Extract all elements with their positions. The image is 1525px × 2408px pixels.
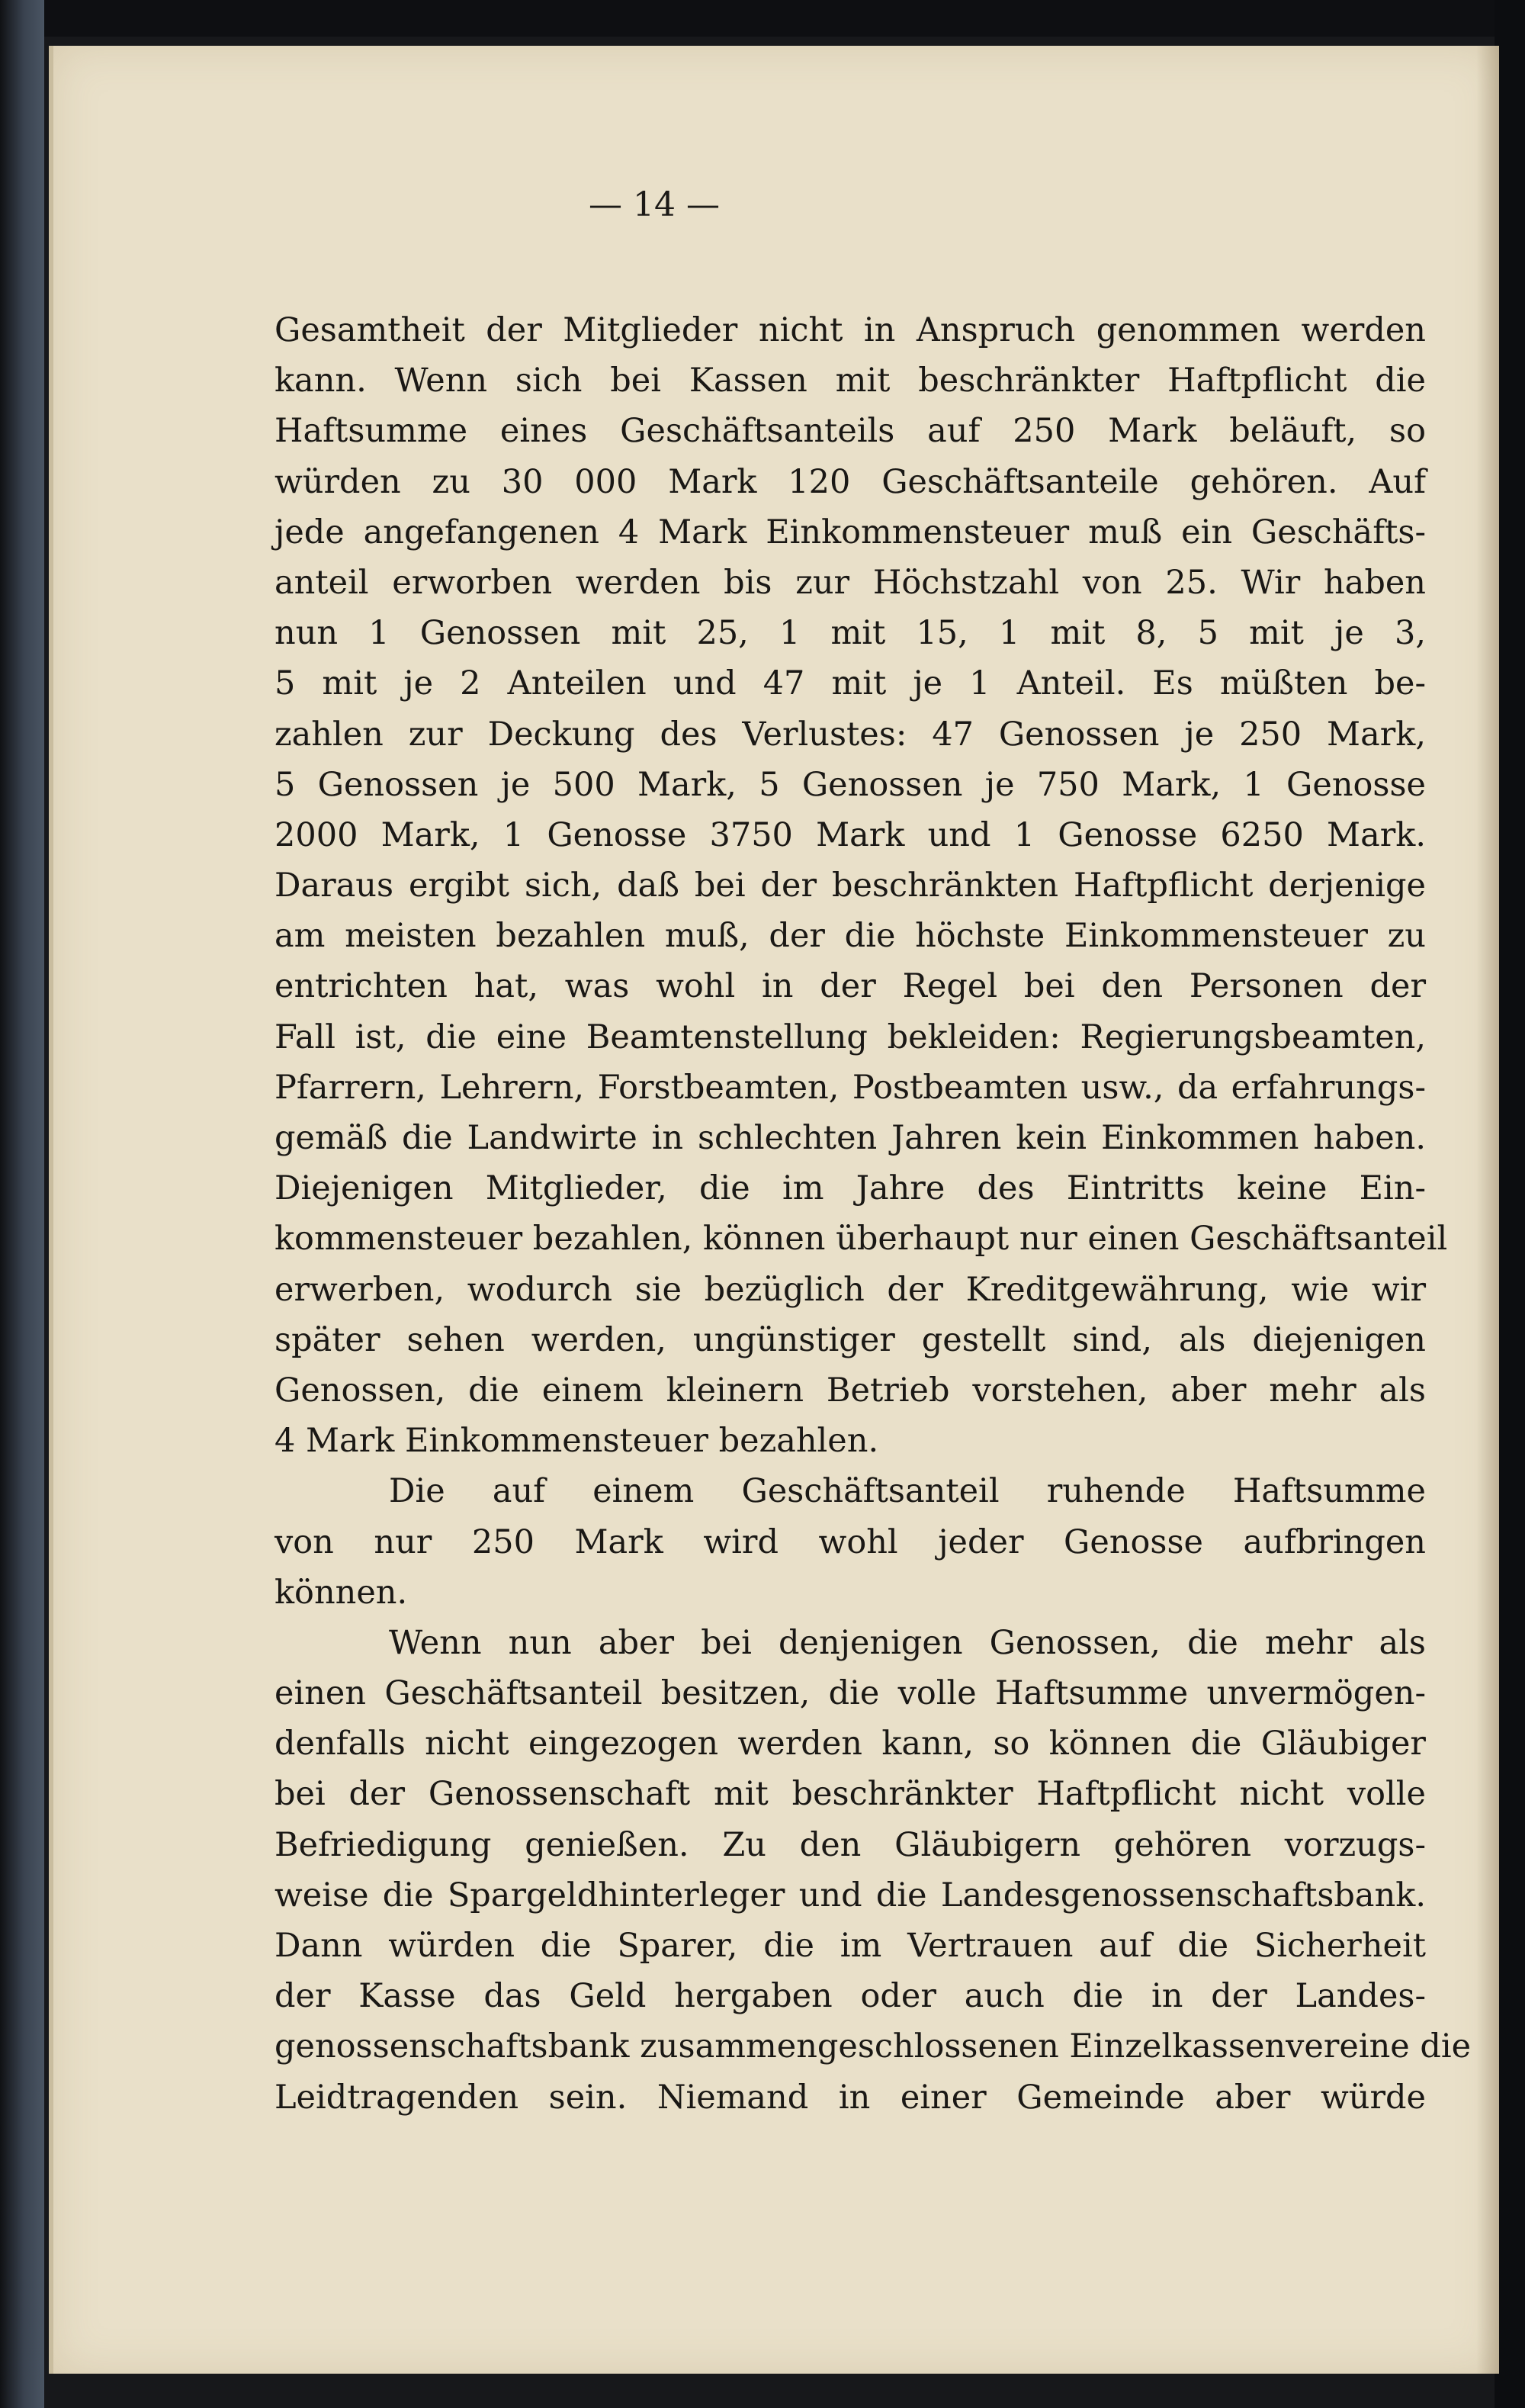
text-line: bei der Genossenschaft mit beschränkter Haftpflicht nicht volle [274, 1775, 1426, 1814]
text-line: anteil erworben werden bis zur Höchstzahl von 25. Wir haben [274, 563, 1426, 602]
text-line: von nur 250 Mark wird wohl jeder Genosse aufbringen [274, 1522, 1426, 1561]
text-line: Dann würden die Sparer, die im Vertrauen auf die Sicherheit [274, 1927, 1426, 1965]
text-line: denfalls nicht eingezogen werden kann, so können die Gläubiger [274, 1725, 1426, 1763]
text-line: 5 mit je 2 Anteilen und 47 mit je 1 Anteil. Es müßten be- [274, 664, 1426, 703]
text-line: kann. Wenn sich bei Kassen mit beschränkter Haftpflicht die [274, 362, 1426, 400]
text-line: Fall ist, die eine Beamtenstellung bekleiden: Regierungsbeamten, [274, 1018, 1426, 1056]
page-edge-shadow [1476, 46, 1499, 2374]
text-line: Die auf einem Geschäftsanteil ruhende Haftsumme [389, 1472, 1426, 1511]
text-line: Pfarrern, Lehrern, Forstbeamten, Postbeamten usw., da erfahrungs- [274, 1068, 1426, 1107]
text-line: Befriedigung genießen. Zu den Gläubigern gehören vorzugs- [274, 1825, 1426, 1864]
text-line: zahlen zur Deckung des Verlustes: 47 Genossen je 250 Mark, [274, 715, 1426, 754]
book-page [49, 46, 1499, 2374]
text-line: Haftsumme eines Geschäftsanteils auf 250 Mark beläuft, so [274, 412, 1426, 451]
text-line: gemäß die Landwirte in schlechten Jahren kein Einkommen haben. [274, 1119, 1426, 1157]
text-line: würden zu 30 000 Mark 120 Geschäftsanteile gehören. Auf [274, 462, 1426, 501]
text-line: 5 Genossen je 500 Mark, 5 Genossen je 750 Mark, 1 Genosse [274, 765, 1426, 804]
text-line: später sehen werden, ungünstiger gestellt sind, als diejenigen [274, 1320, 1426, 1359]
text-line: der Kasse das Geld hergaben oder auch die in der Landes- [274, 1977, 1426, 2016]
background-board-left [0, 0, 44, 2408]
text-line: Diejenigen Mitglieder, die im Jahre des Eintritts keine Ein- [274, 1169, 1426, 1208]
text-line: weise die Spargeldhinterleger und die Landesgenossenschaftsbank. [274, 1876, 1426, 1915]
background-board-right [1494, 0, 1525, 2408]
text-line: Gesamtheit der Mitglieder nicht in Anspruch genommen werden [274, 311, 1426, 349]
text-line: einen Geschäftsanteil besitzen, die volle Haftsumme unvermögen- [274, 1674, 1426, 1713]
body-text [274, 305, 1472, 2123]
text-line: können. [274, 1573, 408, 1612]
text-line: Daraus ergibt sich, daß bei der beschränkten Haftpflicht derjenige [274, 866, 1426, 905]
text-line: erwerben, wodurch sie bezüglich der Kreditgewährung, wie wir [274, 1270, 1426, 1309]
text-line: Leidtragenden sein. Niemand in einer Gemeinde aber würde [274, 2078, 1426, 2117]
text-line: genossenschaftsbank zusammengeschlossenen Einzelkassenvereine die [274, 2027, 1472, 2066]
text-line: am meisten bezahlen muß, der die höchste Einkommensteuer zu [274, 917, 1426, 956]
text-line: entrichten hat, was wohl in der Regel bei den Personen der [274, 967, 1426, 1006]
text-line: Genossen, die einem kleinern Betrieb vorstehen, aber mehr als [274, 1371, 1426, 1410]
text-line: nun 1 Genossen mit 25, 1 mit 15, 1 mit 8, 5 mit je 3, [274, 614, 1426, 653]
background-board-top [0, 0, 1525, 37]
text-line: jede angefangenen 4 Mark Einkommensteuer muß ein Geschäfts- [274, 513, 1426, 551]
text-line: 2000 Mark, 1 Genosse 3750 Mark und 1 Genosse 6250 Mark. [274, 815, 1426, 854]
text-line: 4 Mark Einkommensteuer bezahlen. [274, 1422, 879, 1461]
text-line: Wenn nun aber bei denjenigen Genossen, die mehr als [389, 1623, 1426, 1662]
page-number: — 14 — [589, 185, 720, 224]
text-line: kommensteuer bezahlen, können überhaupt nur einen Geschäftsanteil [274, 1220, 1448, 1259]
